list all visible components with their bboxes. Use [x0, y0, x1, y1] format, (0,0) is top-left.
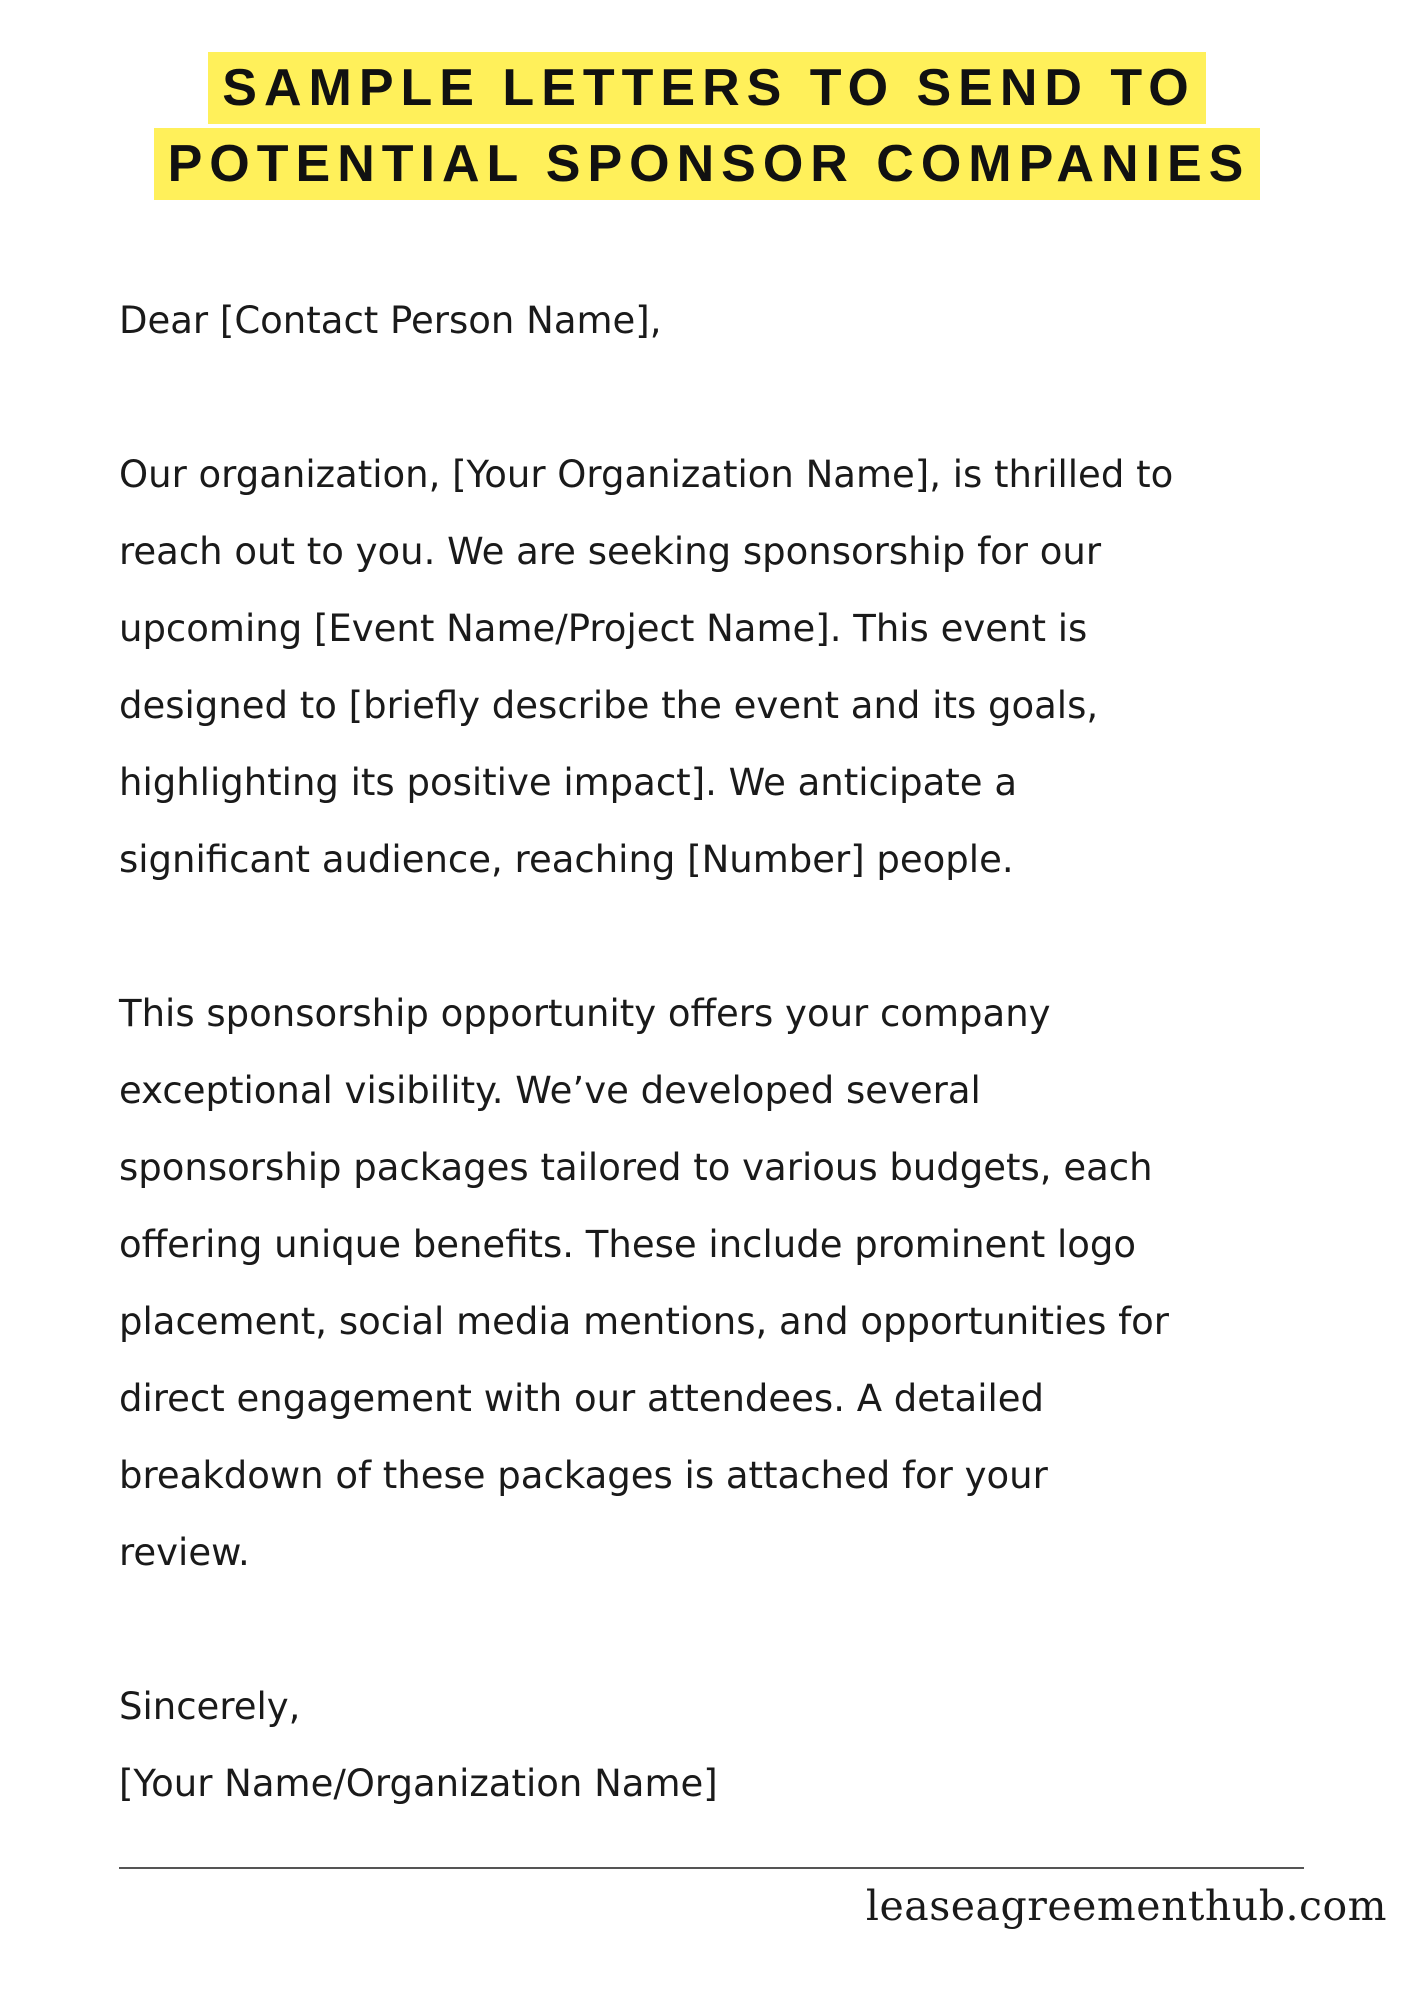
paragraph-1-line: designed to [briefly describe the event and its goals,	[119, 684, 1099, 727]
letter-body	[119, 282, 1349, 1822]
footer-divider	[119, 1867, 1304, 1869]
closing: Sincerely,	[119, 1685, 301, 1728]
salutation: Dear [Contact Person Name],	[119, 299, 662, 342]
paragraph-2-line: sponsorship packages tailored to various budgets, each	[119, 1146, 1153, 1189]
document-title	[0, 52, 1414, 200]
signature: [Your Name/Organization Name]	[119, 1762, 718, 1805]
paragraph-1-line: upcoming [Event Name/Project Name]. This event is	[119, 607, 1088, 650]
paragraph-2	[119, 975, 1349, 1591]
paragraph-1-line: reach out to you. We are seeking sponsorship for our	[119, 530, 1102, 573]
paragraph-2-line: This sponsorship opportunity offers your company	[119, 992, 1051, 1035]
paragraph-2-line: direct engagement with our attendees. A detailed	[119, 1377, 1045, 1420]
paragraph-2-line: review.	[119, 1531, 250, 1574]
website-watermark: leaseagreementhub.com	[865, 1882, 1387, 1930]
paragraph-2-line: placement, social media mentions, and opportunities for	[119, 1300, 1170, 1343]
paragraph-2-line: breakdown of these packages is attached for your	[119, 1454, 1048, 1497]
paragraph-1-line: significant audience, reaching [Number] people.	[119, 838, 1014, 881]
paragraph-1-line: highlighting its positive impact]. We anticipate a	[119, 761, 1017, 804]
title-line-1: SAMPLE LETTERS TO SEND TO	[208, 52, 1205, 124]
paragraph-2-line: exceptional visibility. We’ve developed several	[119, 1069, 981, 1112]
paragraph-2-line: offering unique benefits. These include prominent logo	[119, 1223, 1137, 1266]
paragraph-1-line: Our organization, [Your Organization Name], is thrilled to	[119, 453, 1174, 496]
title-line-2: POTENTIAL SPONSOR COMPANIES	[154, 128, 1261, 200]
paragraph-1	[119, 436, 1349, 898]
